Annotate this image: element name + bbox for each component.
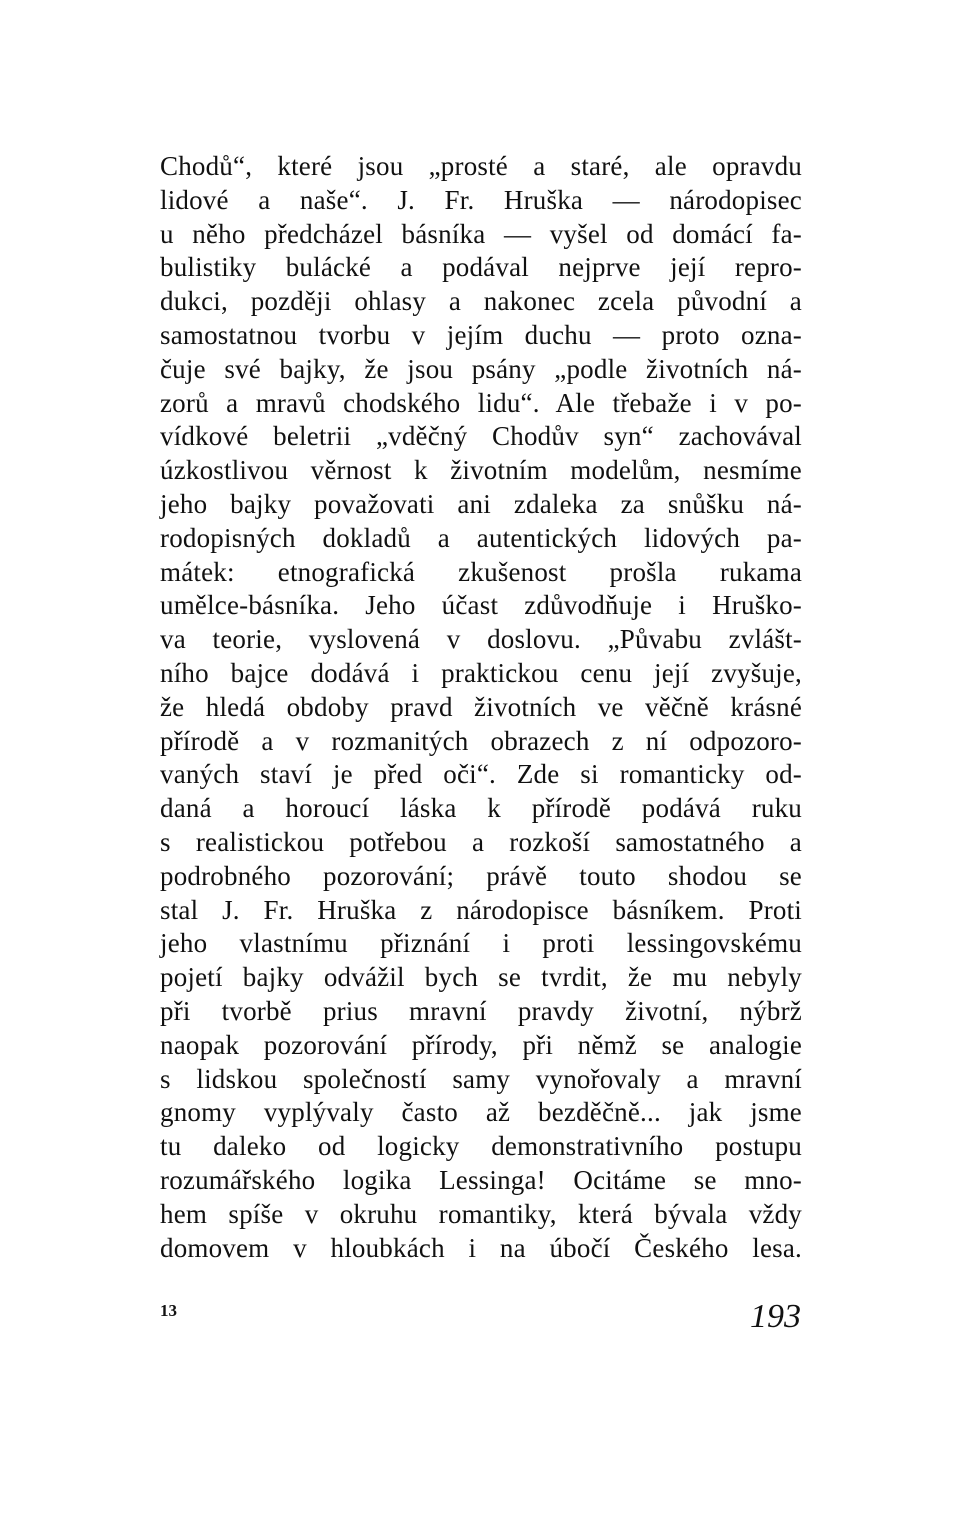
text-line: jeho vlastnímu přiznání i proti lessingovskému xyxy=(160,928,802,959)
page-number: 193 xyxy=(750,1298,801,1335)
text-line: s lidskou společností samy vynořovaly a mravní xyxy=(160,1063,802,1094)
text-line: va teorie, vyslovená v doslovu. „Půvabu zvlášt- xyxy=(160,624,802,655)
text-line: podrobného pozorování; právě touto shodou se xyxy=(160,860,802,891)
text-line: samostatnou tvorbu v jejím duchu — proto ozna- xyxy=(160,319,802,350)
text-line: vídkové beletrii „vděčný Chodův syn“ zachovával xyxy=(160,421,802,452)
text-line: bulistiky bulácké a podával nejprve její repro- xyxy=(160,252,802,283)
text-line: lidové a naše“. J. Fr. Hruška — národopisec xyxy=(160,184,802,215)
signature-mark: 13 xyxy=(160,1301,177,1320)
text-line: mátek: etnografická zkušenost prošla rukama xyxy=(160,556,802,587)
text-line: dukci, později ohlasy a nakonec zcela původní a xyxy=(160,286,802,317)
text-line: že hledá obdoby pravd životních ve věčně krásné xyxy=(160,691,802,722)
text-line: zorů a mravů chodského lidu“. Ale třebaže i v po- xyxy=(160,387,802,418)
text-line: stal J. Fr. Hruška z národopisce básníkem. Proti xyxy=(160,894,802,925)
text-line: přírodě a v rozmanitých obrazech z ní odpozoro- xyxy=(160,725,802,756)
text-line: domovem v hloubkách i na úbočí Českého lesa. xyxy=(160,1232,802,1263)
text-line: hem spíše v okruhu romantiky, která bývala vždy xyxy=(160,1198,802,1229)
text-line: pojetí bajky odvážil bych se tvrdit, že mu nebyly xyxy=(160,962,802,993)
text-line: rozumářského logika Lessinga! Ocitáme se mno- xyxy=(160,1164,802,1195)
text-line: u něho předcházel básníka — vyšel od domácí fa- xyxy=(160,218,802,249)
text-line: naopak pozorování přírody, při němž se analogie xyxy=(160,1029,802,1060)
text-line: jeho bajky považovati ani zdaleka za snůšku ná- xyxy=(160,488,802,519)
text-line: úzkostlivou věrnost k životním modelům, nesmíme xyxy=(160,455,802,486)
body-text xyxy=(160,150,802,1265)
text-line: při tvorbě prius mravní pravdy životní, nýbrž xyxy=(160,995,802,1026)
text-line: daná a horoucí láska k přírodě podává ruku xyxy=(160,793,802,824)
text-line: vaných staví je před oči“. Zde si romanticky od- xyxy=(160,759,802,790)
text-line: tu daleko od logicky demonstrativního postupu xyxy=(160,1131,802,1162)
text-line: čuje své bajky, že jsou psány „podle životních ná- xyxy=(160,353,802,384)
text-line: Chodů“, které jsou „prosté a staré, ale opravdu xyxy=(160,151,802,181)
text-line: gnomy vyplývaly často až bezděčně... jak jsme xyxy=(160,1097,802,1128)
text-line: umělce-básníka. Jeho účast zdůvodňuje i Hruško- xyxy=(160,590,802,621)
text-line: s realistickou potřebou a rozkoší samostatného a xyxy=(160,826,802,857)
text-line: rodopisných dokladů a autentických lidových pa- xyxy=(160,522,802,553)
text-line: ního bajce dodává i praktickou cenu její zvyšuje, xyxy=(160,657,802,688)
